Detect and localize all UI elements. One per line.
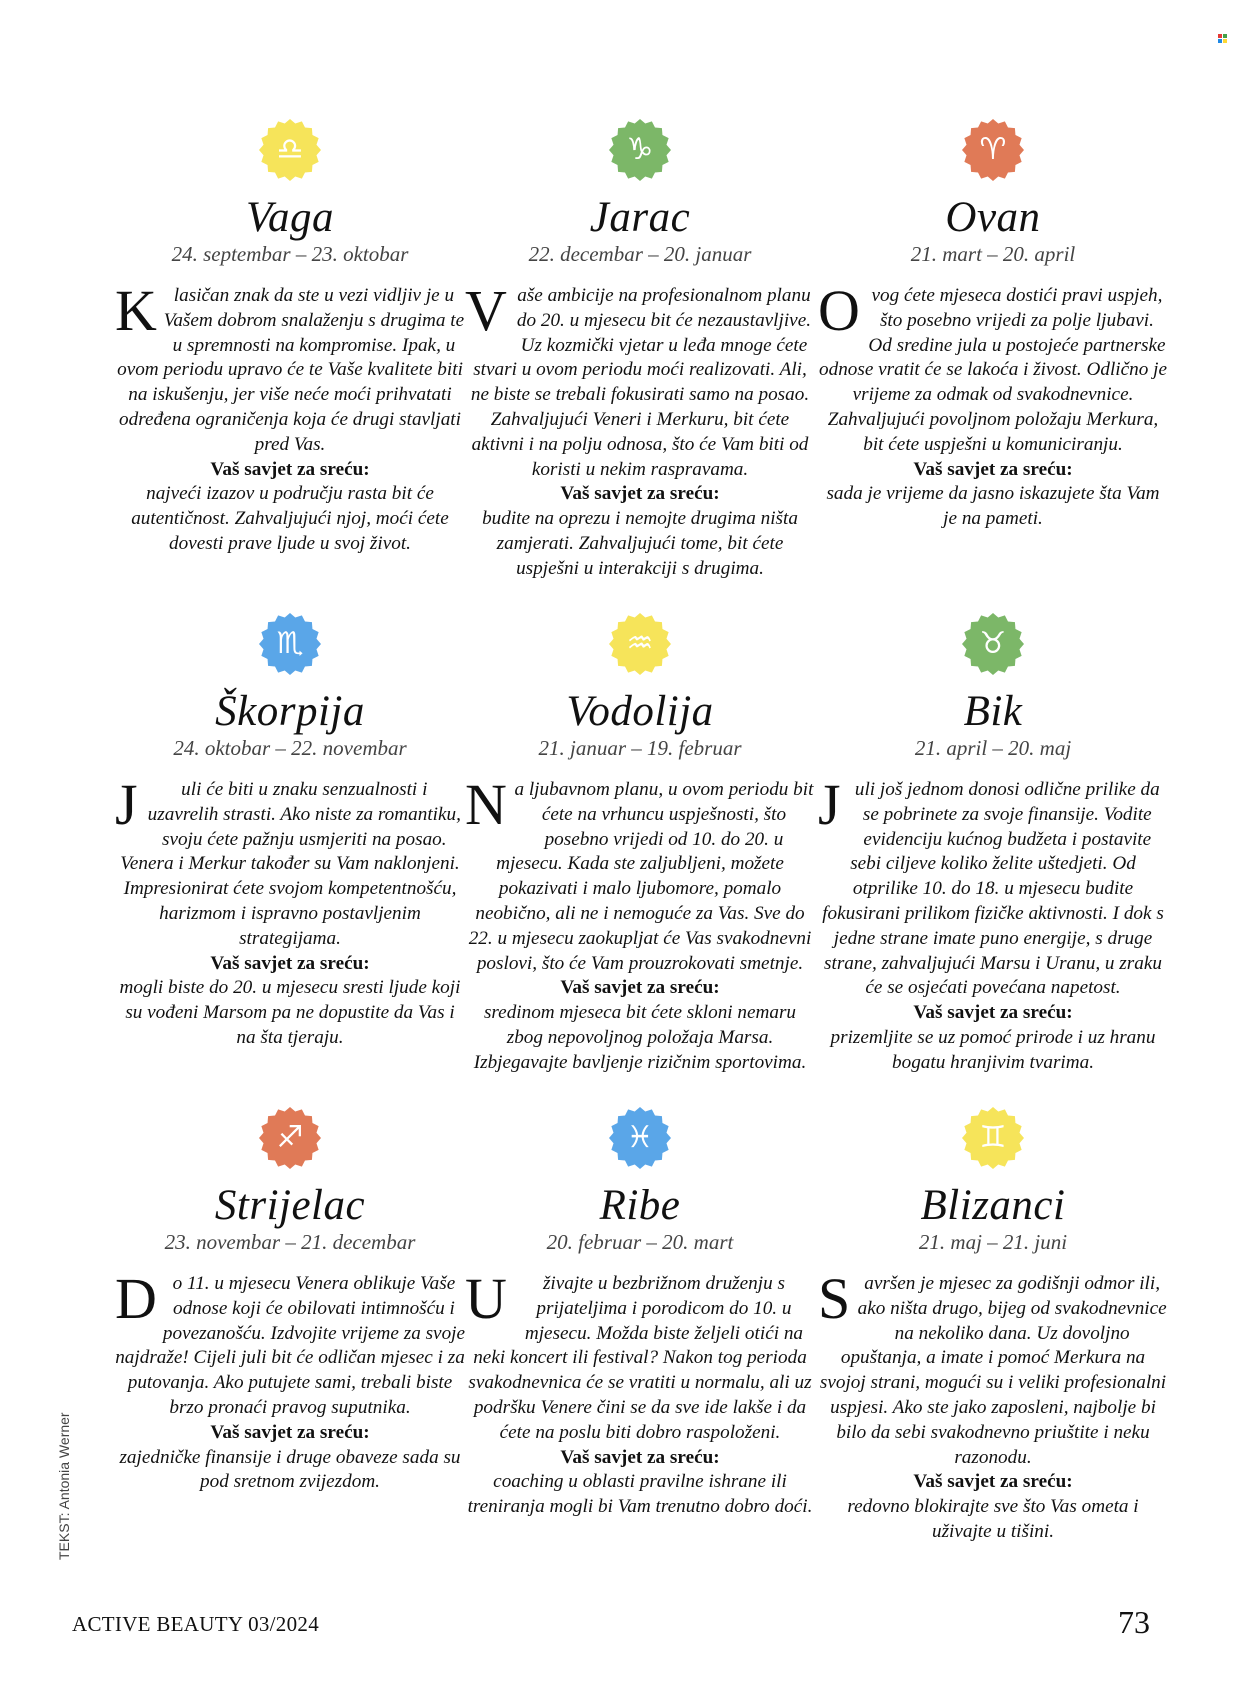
zodiac-badge-icon: [961, 118, 1025, 182]
sign-dates: 21. maj – 21. juni: [918, 1230, 1068, 1254]
drop-cap: D: [115, 1266, 157, 1331]
sign-dates: 21. januar – 19. februar: [538, 736, 742, 760]
advice-label: Vaš savjet za sreću:: [913, 1471, 1073, 1493]
zodiac-symbol: ♈: [979, 132, 1007, 167]
author-credit: TEKST: Antonia Werner: [56, 1412, 72, 1560]
sign-ovan: [818, 118, 1168, 532]
sign-intro: aše ambicije na profesionalnom planu do 20. u mjesecu bit će nezaustavljive. Uz kozmički vjetar u leđa mnoge ćete stvari u ovom periodu moći realizovati. Ali, ne biste se trebali fokusirati samo na posao. Zahvaljujući Veneri i Merkuru, bit ćete aktivni i na polju odnosa, što će Vam biti od koristi u nekim raspravama.: [470, 285, 812, 480]
sign-dates: 24. oktobar – 22. novembar: [173, 736, 407, 760]
drop-cap: J: [115, 772, 138, 837]
advice-text: najveći izazov u području rasta bit će autentičnost. Zahvaljujući njoj, moći ćete dovesti prave ljude u svoj život.: [131, 483, 449, 554]
sign-text: [115, 278, 465, 557]
sign-ribe: [465, 1106, 815, 1520]
zodiac-badge-icon: [258, 1106, 322, 1170]
drop-cap: U: [465, 1266, 507, 1331]
advice-label: Vaš savjet za sreću:: [913, 458, 1073, 480]
page-number: 73: [1118, 1604, 1150, 1640]
sign-intro: živajte u bezbrižnom druženju s prijateljima i porodicom do 10. u mjesecu. Možda biste željeli otići na neki koncert ili festival? Nakon tog perioda svakodnevnica će se vratiti u normalu, ali uz podršku Venere čini se da sve ide lakše i da ćete na poslu biti dobro raspoloženi.: [468, 1273, 812, 1443]
advice-label: Vaš savjet za sreću:: [913, 1002, 1073, 1024]
sign-dates: 21. mart – 20. april: [910, 242, 1076, 266]
sign-intro: uli još jednom donosi odlične prilike da se pobrinete za svoje finansije. Vodite evidenciju kućnog budžeta i postavite sebi ciljeve koliko želite uštedjeti. Od otprilike 10. do 18. u mjesecu budite fokusirani prilikom fizičke aktivnosti. I dok s jedne strane imate puno energije, s druge strane, zahvaljujući Marsu i Uranu, u zraku će se osjećati povećana napetost.: [822, 779, 1164, 999]
sign-text: [115, 772, 465, 1051]
advice-text: zajedničke finansije i druge obaveze sada su pod sretnom zvijezdom.: [119, 1446, 461, 1493]
sign-strijelac: [115, 1106, 465, 1495]
sign-name: Škorpija: [215, 688, 365, 735]
sign-intro: lasičan znak da ste u vezi vidljiv je u Vašem dobrom snalaženju s drugima te u spremnosti na kompromise. Ipak, u ovom periodu upravo će te Vaše kvalitete biti na iskušenju, jer više neće moći prihvatati određena ograničenja koja će drugi stavljati pred Vas.: [117, 285, 465, 455]
sign-intro: vog ćete mjeseca dostići pravi uspjeh, što posebno vrijedi za polje ljubavi. Od sredine jula u postojeće partnerske odnose vratit će se lakoća i živost. Odlično je vrijeme za odmak od svakodnevnice. Zahvaljujući povoljnom položaju Merkura, bit ćete uspješni u komuniciranju.: [819, 285, 1167, 455]
sign-intro: uli će biti u znaku senzualnosti i uzavrelih strasti. Ako niste za romantiku, svoju ćete pažnju usmjeriti na posao. Venera i Merkur također su Vam naklonjeni. Impresionirat ćete svojom kompetentnošću, harizmom i ispravno postavljenim strategijama.: [120, 779, 461, 949]
sign-vodolija: [465, 612, 815, 1076]
advice-label: Vaš savjet za sreću:: [560, 977, 720, 999]
sign-name: Ribe: [599, 1182, 681, 1229]
magazine-issue: ACTIVE BEAUTY 03/2024: [72, 1612, 319, 1636]
sign-name: Vaga: [246, 194, 334, 241]
advice-text: prizemljite se uz pomoć prirode i uz hranu bogatu hranjivim tvarima.: [830, 1026, 1156, 1073]
sign-text: [115, 1266, 466, 1495]
advice-label: Vaš savjet za sreću:: [560, 483, 720, 505]
sign-intro: avršen je mjesec za godišnji odmor ili, ako ništa drugo, bijeg od svakodnevnice na nekoliko dana. Uz dovoljno opuštanja, a imate i pomoć Merkura na svojoj strani, mogući su i veliki profesionalni uspjesi. Ako ste jako zaposleni, najbolje bi bilo da sebi svakodnevno priuštite i neku razonodu.: [819, 1273, 1167, 1468]
advice-label: Vaš savjet za sreću:: [210, 458, 370, 480]
zodiac-symbol: ♊: [979, 1120, 1007, 1155]
advice-text: sada je vrijeme da jasno iskazujete šta Vam je na pameti.: [826, 483, 1160, 530]
corner-color-mark: [1218, 34, 1227, 43]
zodiac-symbol: ♐: [276, 1120, 304, 1155]
zodiac-badge-icon: [608, 118, 672, 182]
zodiac-badge-icon: [608, 1106, 672, 1170]
sign-text: [465, 772, 815, 1076]
sign-dates: 21. april – 20. maj: [914, 736, 1072, 760]
zodiac-badge-icon: [608, 612, 672, 676]
zodiac-symbol: ♉: [979, 626, 1007, 661]
sign-dates: 20. februar – 20. mart: [546, 1230, 734, 1254]
sign-name: Bik: [963, 688, 1023, 735]
zodiac-symbol: ♑: [626, 132, 654, 167]
drop-cap: V: [465, 278, 507, 343]
advice-label: Vaš savjet za sreću:: [210, 1421, 370, 1443]
zodiac-symbol: ♒: [626, 626, 654, 661]
advice-text: sredinom mjeseca bit ćete skloni nemaru zbog nepovoljnog položaja Marsa. Izbjegavajte bavljenje rizičnim sportovima.: [473, 1002, 807, 1073]
sign-dates: 24. septembar – 23. oktobar: [171, 242, 409, 266]
advice-label: Vaš savjet za sreću:: [560, 1446, 720, 1468]
advice-text: mogli biste do 20. u mjesecu sresti ljude koji su vođeni Marsom pa ne dopustite da Vas i na šta tjeraju.: [119, 977, 461, 1048]
sign-blizanci: [818, 1106, 1168, 1545]
sign-intro: o 11. u mjesecu Venera oblikuje Vaše odnose koji će obilovati intimnošću i povezanošću. Izdvojite vrijeme za svoje najdraže! Cijeli juli bit će odličan mjesec i za putovanja. Ako putujete sami, trebali biste brzo pronaći pravog suputnika.: [115, 1273, 466, 1418]
sign-jarac: [465, 118, 815, 582]
sign-name: Blizanci: [920, 1182, 1066, 1229]
sign-name: Ovan: [945, 194, 1041, 241]
sign-name: Vodolija: [566, 688, 714, 735]
advice-text: budite na oprezu i nemojte drugima ništa zamjerati. Zahvaljujući tome, bit ćete uspješni u interakciji s drugima.: [482, 508, 798, 579]
sign-bik: [818, 612, 1168, 1076]
drop-cap: J: [818, 772, 841, 837]
zodiac-badge-icon: [961, 612, 1025, 676]
drop-cap: S: [818, 1266, 851, 1331]
drop-cap: N: [465, 772, 507, 837]
zodiac-symbol: ♓: [626, 1120, 654, 1155]
zodiac-badge-icon: [258, 118, 322, 182]
sign-dates: 22. decembar – 20. januar: [528, 242, 752, 266]
sign-text: [818, 1266, 1168, 1545]
sign-text: [465, 1266, 815, 1520]
sign-dates: 23. novembar – 21. decembar: [164, 1230, 416, 1254]
sign-skorpija: [115, 612, 465, 1051]
advice-text: coaching u oblasti pravilne ishrane ili treniranja mogli bi Vam trenutno dobro doći.: [467, 1471, 813, 1518]
sign-name: Jarac: [589, 194, 691, 241]
sign-text: [818, 772, 1168, 1076]
sign-text: [818, 278, 1168, 532]
zodiac-symbol: ♎: [276, 132, 304, 167]
advice-label: Vaš savjet za sreću:: [210, 952, 370, 974]
zodiac-symbol: ♏: [276, 626, 304, 661]
advice-text: redovno blokirajte sve što Vas ometa i uživajte u tišini.: [847, 1496, 1139, 1542]
zodiac-badge-icon: [961, 1106, 1025, 1170]
sign-name: Strijelac: [214, 1182, 366, 1229]
drop-cap: K: [115, 278, 157, 343]
sign-intro: a ljubavnom planu, u ovom periodu bit ćete na vrhuncu uspješnosti, što posebno vrijedi od 10. do 20. u mjesecu. Kada ste zaljubljeni, možete pokazivati i malo ljubomore, pomalo neobično, ali ne i nemoguće za Vas. Sve do 22. u mjesecu zaokupljat će Vas svakodnevni poslovi, što će Vam prouzrokovati smetnje.: [468, 779, 814, 974]
zodiac-badge-icon: [258, 612, 322, 676]
sign-vaga: [115, 118, 465, 557]
sign-text: [465, 278, 815, 582]
drop-cap: O: [818, 278, 860, 343]
